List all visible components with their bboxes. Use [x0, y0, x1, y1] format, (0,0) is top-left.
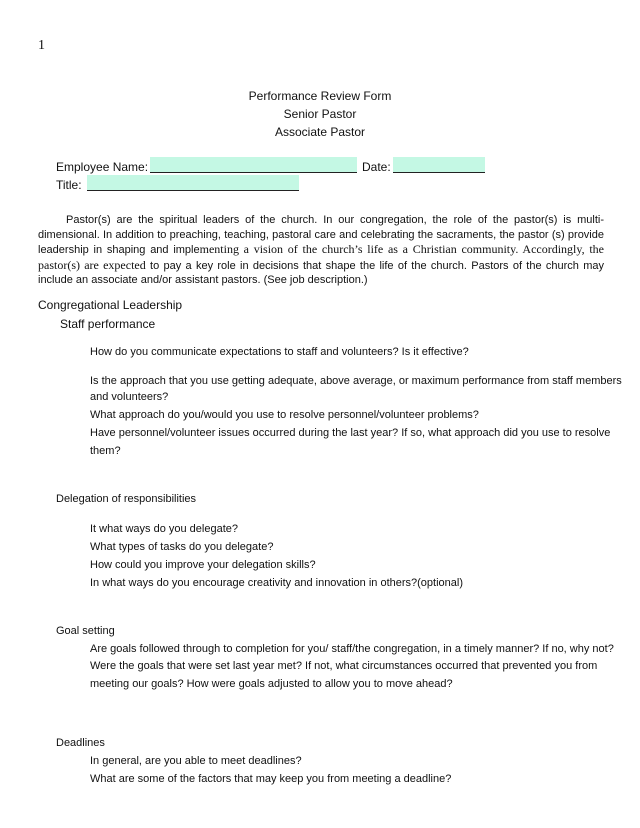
title-field[interactable]: [87, 175, 299, 191]
question-staff-4a: Have personnel/volunteer issues occurred during the last year? If so, what approach did you use to resolve: [90, 427, 611, 439]
question-deadlines-2: What are some of the factors that may keep you from meeting a deadline?: [90, 773, 452, 785]
intro-text-3: to pay a key role in decisions that shape the life of the church. Pastors of the church may include an associate and/or assistant pastors. (See job description.): [38, 259, 604, 287]
question-delegation-2: What types of tasks do you delegate?: [90, 541, 274, 553]
form-title: Performance Review Form: [248, 89, 392, 103]
intro-text-1: Pastor(s) are the spiritual leaders of the church. In our congregation, the role of the pastor(s) is multi-dimensional. In addition to preaching, teaching, pastoral care and celebrating the sacraments, the pastor (s) provide leadership in shaping and imple: [38, 214, 604, 257]
question-staff-4b: them?: [90, 445, 121, 457]
subsection-deadlines: Deadlines: [56, 737, 105, 749]
section-congregational-leadership: Congregational Leadership: [38, 298, 183, 312]
question-goal-2a: Were the goals that were set last year met? If not, what circumstances occurred that prevented you from: [90, 660, 598, 672]
form-subtitle-senior-pastor: Senior Pastor: [283, 107, 357, 121]
employee-name-label: Employee Name:: [56, 160, 149, 174]
intro-text-2: menting a vision of the church’s life as a Christian community. Accordingly, the pastor(s) are expected: [38, 242, 604, 272]
question-goal-2b: meeting our goals? How were goals adjusted to allow you to move ahead?: [90, 678, 453, 690]
subsection-delegation: Delegation of responsibilities: [56, 493, 197, 505]
title-label: Title:: [56, 178, 82, 192]
question-staff-3: What approach do you/would you use to resolve personnel/volunteer problems?: [90, 409, 479, 421]
question-deadlines-1: In general, are you able to meet deadlines?: [90, 755, 302, 767]
employee-name-field[interactable]: [150, 157, 357, 173]
question-goal-1: Are goals followed through to completion for you/ staff/the congregation, in a timely manner? If no, why not?: [90, 643, 614, 655]
question-delegation-3: How could you improve your delegation skills?: [90, 559, 316, 571]
subsection-staff-performance: Staff performance: [60, 317, 156, 331]
date-label: Date:: [362, 160, 391, 174]
intro-paragraph: [38, 213, 604, 288]
question-delegation-4: In what ways do you encourage creativity and innovation in others?(optional): [90, 577, 464, 589]
question-delegation-1: It what ways do you delegate?: [90, 523, 238, 535]
question-staff-1: How do you communicate expectations to staff and volunteers? Is it effective?: [90, 346, 469, 358]
question-staff-2a: Is the approach that you use getting adequate, above average, or maximum performance from staff members: [90, 375, 622, 387]
subsection-goal-setting: Goal setting: [56, 625, 115, 637]
question-staff-2b: and volunteers?: [90, 391, 169, 403]
page-number: 1: [38, 38, 45, 53]
date-field[interactable]: [393, 157, 485, 173]
form-subtitle-associate-pastor: Associate Pastor: [274, 125, 366, 139]
